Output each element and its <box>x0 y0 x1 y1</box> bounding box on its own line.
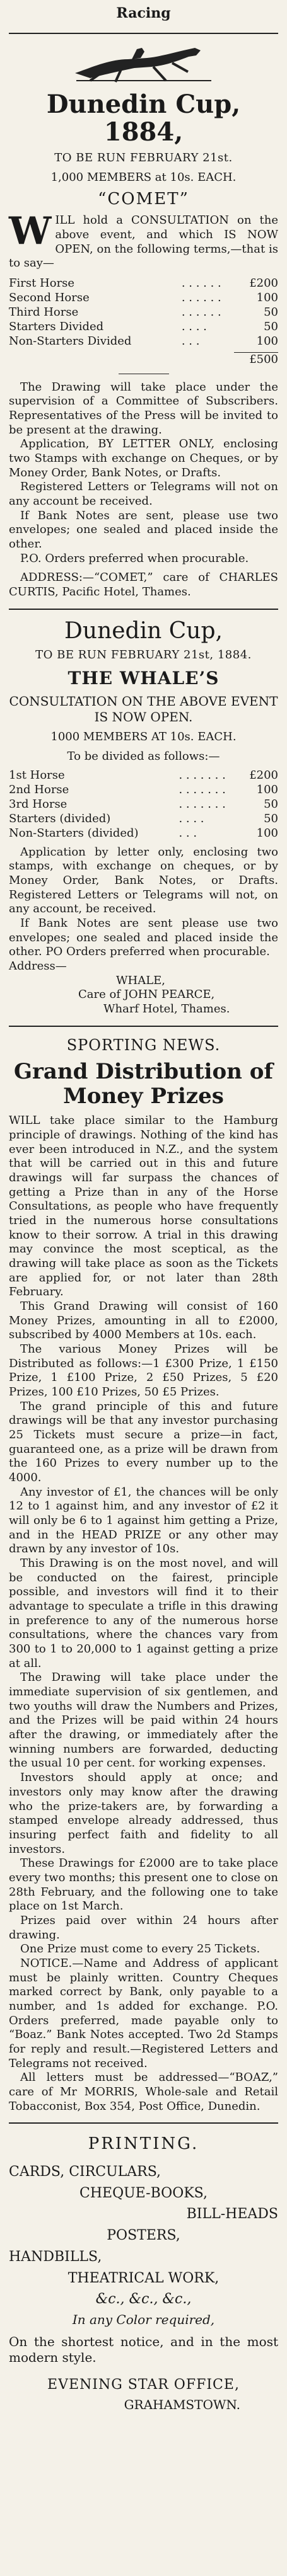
table-row: Second Horse . . . . . . 100 <box>9 291 278 305</box>
table-row: Third Horse . . . . . . 50 <box>9 306 278 319</box>
ad1-intro <box>9 209 278 271</box>
table-row: 2nd Horse . . . . . . . 100 <box>9 782 278 796</box>
ad2-subtitle: TO BE RUN FEBRUARY 21st, 1884. <box>35 648 252 662</box>
ad1-intro-text: ILL hold a CONSULTATION on the above event, and which IS NOW OPEN, on the following terms,—that is to say— <box>9 214 278 270</box>
ad1-para: Application, BY LETTER ONLY, enclosing two Stamps with exchange on Cheques, or by Money Order, Bank Notes, or Drafts. <box>9 437 278 479</box>
news-para: The various Money Prizes will be Distributed as follows:—1 £300 Prize, 1 £150 Prize, 1 £100 Prize, 2 £50 Prizes, 5 £20 Prizes, 100 £10 Prizes, 50 £5 Prizes. <box>9 1342 278 1399</box>
printing-line: BILL-HEADS <box>186 2206 278 2223</box>
section-header <box>9 0 278 33</box>
ad2-para: Application by letter only, enclosing two stamps, with exchange on cheques, or by Money Order, Bank Notes, or Drafts. Registered Letters or Telegrams will not, on any account, be received. <box>9 845 278 916</box>
news-para: Investors should apply at once; and investors only may know after the drawing who the prize-takers are, by forwarding a stamped envelope already addressed, thus insuring perfect faith and fidelity to all investors. <box>9 1771 278 1856</box>
header-rule <box>9 33 278 34</box>
printing-line: POSTERS, <box>107 2228 180 2244</box>
ad2-addr-line2: Wharf Hotel, Thames. <box>103 1002 230 1016</box>
printing-line: &c., &c., &c., <box>95 2291 192 2308</box>
printing-line: THEATRICAL WORK, <box>67 2270 220 2286</box>
ad2-name: THE WHALE’S <box>67 668 220 689</box>
news-para: WILL take place similar to the Hamburg principle of drawings. Nothing of the kind has ever been introduced in N.Z., and the system that will be carried out in this and future drawings will far surpass the chances of getting a Prize than in any of the Horse Consultations, as people who have frequently tried in the numerous horse consultations know to their sorrow. A trial in this drawing may convince the most sceptical, as the drawing will take place as soon as the Tickets are applied for, or not later than 28th February. <box>9 1114 278 1299</box>
printing-town: GRAHAMSTOWN. <box>124 2397 240 2413</box>
ad1-para: If Bank Notes are sent, please use two envelopes; one sealed and placed inside the other. <box>9 508 278 551</box>
ad1-address: ADDRESS:—“COMET,” care of CHARLES CURTIS, Pacific Hotel, Thames. <box>9 571 278 599</box>
ad2-title: Dunedin Cup, <box>64 617 223 644</box>
ad2-addr-name: WHALE, <box>116 973 166 987</box>
ad1-para: P.O. Orders preferred when procurable. <box>20 551 249 565</box>
ad1-title: Dunedin Cup, 1884, <box>46 89 241 147</box>
printing-line: CARDS, CIRCULARS, <box>9 2164 161 2180</box>
table-row: 1st Horse . . . . . . . £200 <box>9 768 278 782</box>
ad1-dropcap: W <box>9 209 52 254</box>
news-para: One Prize must come to every 25 Tickets. <box>20 1942 261 1956</box>
news-para: All letters must be addressed—“BOAZ,” care of Mr MORRIS, Whole-sale and Retail Tobacconist, Box 354, Post Office, Dunedin. <box>9 2071 278 2113</box>
ad2-divided: To be divided as follows:— <box>67 750 220 764</box>
news-para: The grand principle of this and future drawings will be that any investor purchasing 25 Tickets must secure a prize—in fact, guaranteed one, as a prize will be drawn from the 160 Prizes to every number up to the 4000. <box>9 1399 278 1485</box>
divider <box>9 1026 278 1027</box>
ad1-total: £500 <box>249 353 278 367</box>
table-row: Starters (divided) . . . . 50 <box>9 811 278 825</box>
sporting-news <box>9 1036 278 2114</box>
comet-advert <box>9 91 278 600</box>
table-row: Starters Divided . . . . 50 <box>9 320 278 334</box>
section-title: Racing <box>116 5 171 21</box>
printing-line: On the shortest notice, and in the most modern style. <box>9 2334 278 2366</box>
news-para: This Drawing is on the most novel, and will be conducted on the fairest, principle possible, and investors will find it to their advantage to speculate a trifle in this drawing in preference to any of the numerous horse consultations, where the chances vary from 300 to 1 to 20,000 to 1 against getting a prize at all. <box>9 1557 278 1670</box>
ad1-para: The Drawing will take place under the supervision of a Committee of Subscribers. Representatives of the Press will be invited to be present at the drawing. <box>9 380 278 437</box>
table-row: Non-Starters Divided . . . 100 <box>9 335 278 348</box>
ad2-members: 1000 MEMBERS AT 10s. EACH. <box>50 730 237 744</box>
news-heading: SPORTING NEWS. <box>66 1036 221 1054</box>
ad1-members: 1,000 MEMBERS at 10s. EACH. <box>50 170 237 184</box>
news-para: This Grand Drawing will consist of 160 Money Prizes, amounting in all to £2000, subscribed by 4000 Members at 10s. each. <box>9 1299 278 1342</box>
news-para: The Drawing will take place under the immediate supervision of six gentlemen, and two youths will draw the Numbers and Prizes, and the Prizes will be paid within 24 hours after the drawing, or immediately after the winning numbers are forwarded, deducting the usual 10 per cent. for working expenses. <box>9 1671 278 1770</box>
table-row: First Horse . . . . . . £200 <box>9 277 278 290</box>
ad1-para: Registered Letters or Telegrams will not on any account be received. <box>9 480 278 508</box>
news-para: Any investor of £1, the chances will be only 12 to 1 against him, and any investor of £2 it will only be 6 to 1 against him getting a Prize, and in the HEAD PRIZE or any other may drawn by any investor of 10s. <box>9 1485 278 1556</box>
ad1-name: “COMET” <box>98 190 189 209</box>
ad2-intro: CONSULTATION ON THE ABOVE EVENT IS NOW OPEN. <box>9 694 278 725</box>
news-para: Prizes paid over within 24 hours after drawing. <box>9 1913 278 1942</box>
ad1-prize-table <box>9 276 278 348</box>
divider <box>9 2122 278 2124</box>
printing-line: CHEQUE-BOOKS, <box>79 2185 208 2201</box>
printing-heading: PRINTING. <box>88 2134 199 2154</box>
news-para: These Drawings for £2000 are to take place every two months; this present one to close on 28th February, and the following one to take place on 1st March. <box>9 1857 278 1913</box>
racehorse-icon <box>71 42 216 83</box>
news-title: Grand Distribution of Money Prizes <box>13 1059 274 1109</box>
table-row: 3rd Horse . . . . . . . 50 <box>9 797 278 811</box>
printing-advert <box>9 2134 278 2413</box>
ad2-para: If Bank Notes are sent please use two envelopes; one sealed and placed inside the other. PO Orders preferred when procurable. <box>9 917 278 959</box>
printing-office: EVENING STAR OFFICE, <box>47 2376 240 2393</box>
news-para: NOTICE.—Name and Address of applicant must be plainly written. Country Cheques marked correct by Bank, only payable to a number, and 1s added for exchange. P.O. Orders preferred, made payable only to “Boaz.” Bank Notes accepted. Two 2d Stamps for reply and result.—Registered Letters and Telegrams not received. <box>9 1956 278 2070</box>
ad2-prize-table <box>9 768 278 840</box>
divider <box>9 609 278 610</box>
ad2-addr-line1: Care of JOHN PEARCE, <box>78 988 215 1002</box>
table-row: Non-Starters (divided) . . . 100 <box>9 826 278 840</box>
ad2-address-label: Address— <box>9 959 67 973</box>
printing-line: In any Color required, <box>72 2312 215 2328</box>
ad1-subtitle: TO BE RUN FEBRUARY 21st. <box>54 151 233 164</box>
whale-advert <box>9 619 278 1017</box>
printing-line: HANDBILLS, <box>9 2248 102 2265</box>
racehorse-engraving <box>9 40 278 84</box>
